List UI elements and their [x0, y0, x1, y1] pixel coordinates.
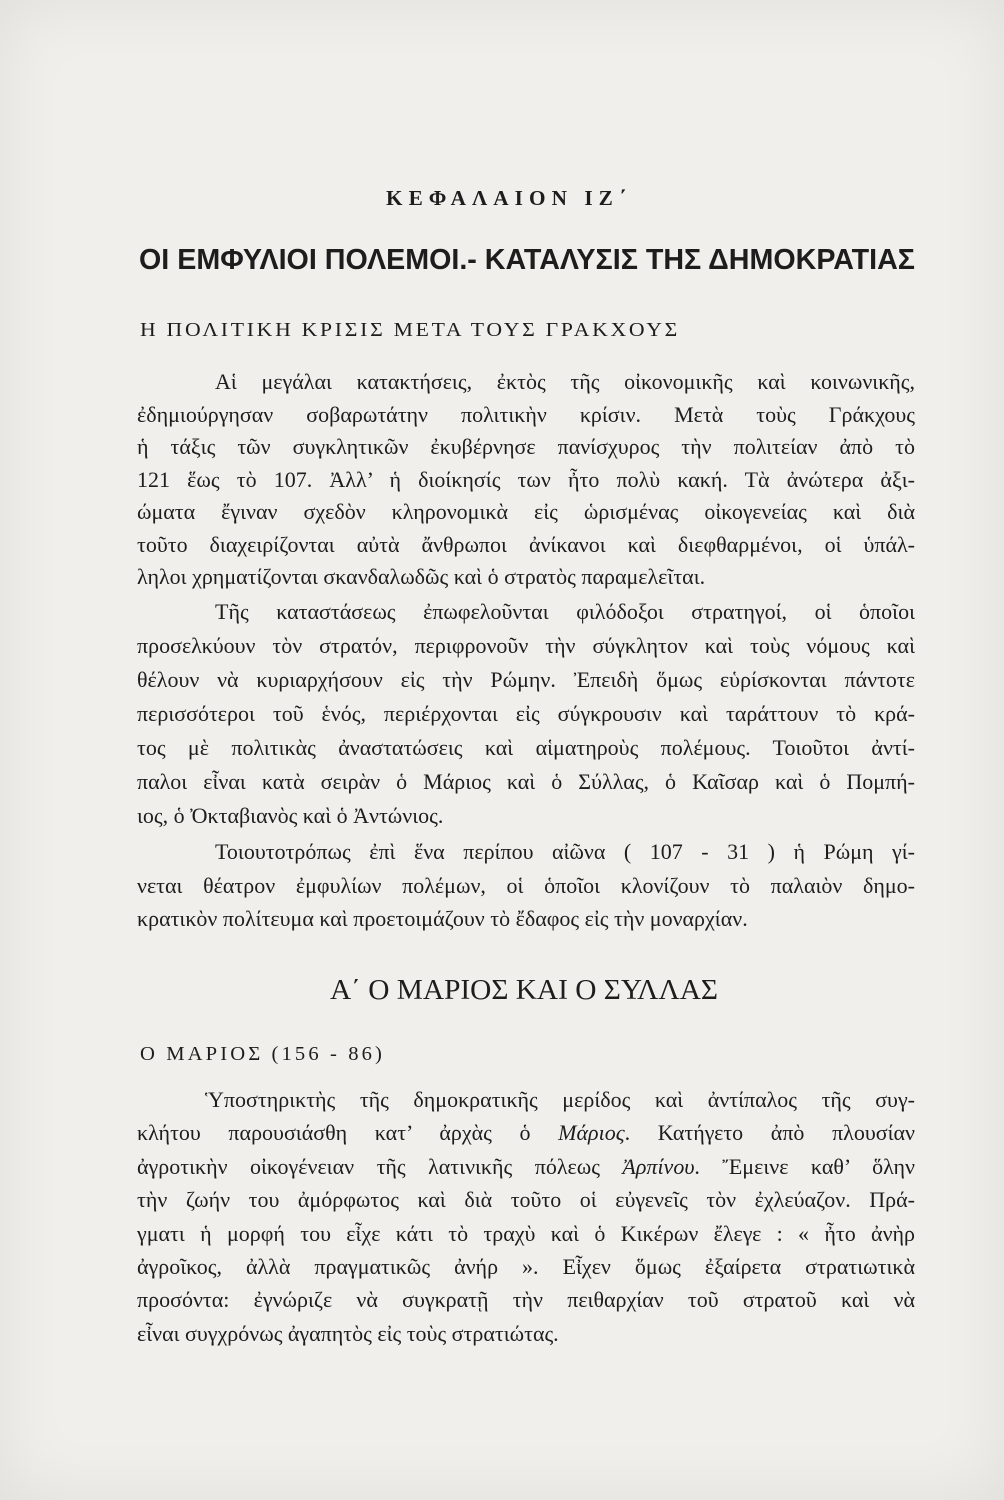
paragraph [137, 835, 915, 936]
text-line: προσόντα: ἐγνώριζε νὰ συγκρατῇ τὴν πειθαρχίαν τοῦ στρατοῦ καὶ νὰ [137, 1287, 915, 1313]
text-line: Αἱ μεγάλαι κατακτήσεις, ἐκτὸς τῆς οἰκονομικῆς καὶ κοινωνικῆς, [215, 369, 915, 394]
text-line: τὴν ζωήν του ἀμόρφωτος καὶ διὰ τοῦτο οἱ εὐγενεῖς τὸν ἐχλεύαζον. Πρά- [137, 1187, 915, 1213]
text-line: τος μὲ πολιτικὰς ἀναστατώσεις καὶ αἱματηροὺς πολέμους. Τοιοῦτοι ἀντί- [137, 735, 915, 760]
text-line: νεται θέατρον ἐμφυλίων πολέμων, οἱ ὁποῖοι κλονίζουν τὸ παλαιὸν δημο- [137, 872, 915, 898]
paragraph [137, 1083, 915, 1350]
text-line: τοῦτο διαχειρίζονται αὐτὰ ἄνθρωποι ἀνίκανοι καὶ διεφθαρμένοι, οἱ ὑπάλ- [137, 531, 915, 557]
text-line: Ὑποστηρικτὴς τῆς δημοκρατικῆς μερίδος καὶ ἀντίπαλος τῆς συγ- [205, 1087, 915, 1112]
text-line: ώματα ἔγιναν σχεδὸν κληρονομικὰ εἰς ὡρισμένας οἰκογενείας καὶ διὰ [137, 499, 915, 524]
text-line: περισσότεροι τοῦ ἑνός, περιέρχονται εἰς σύγκρουσιν καὶ ταράττουν τὸ κρά- [137, 701, 915, 726]
text-line: ληλοι χρηματίζονται σκανδαλωδῶς καὶ ὁ στρατὸς παραμελεῖται. [137, 564, 706, 589]
subheading-marius: Ο ΜΑΡΙΟΣ (156 - 86) [140, 1043, 385, 1065]
text-line: Τῆς καταστάσεως ἐπωφελοῦνται φιλόδοξοι στρατηγοί, οἱ ὁποῖοι [215, 599, 915, 624]
text-segment: ἀγροτικὴν οἰκογένειαν τῆς λατινικῆς πόλεως [137, 1153, 623, 1179]
text-line: ἐδημιούργησαν σοβαρωτάτην πολιτικὴν κρίσιν. Μετὰ τοὺς Γράκχους [137, 401, 915, 427]
italic-name: Ἀρπίνου [622, 1153, 695, 1179]
chapter-label: ΚΕΦΑΛΑΙΟΝ ΙΖ΄ [386, 186, 632, 210]
text-line: ἡ τάξις τῶν συγκλητικῶν ἐκυβέρνησε πανίσχυρος τὴν πολιτείαν ἀπὸ τὸ [137, 434, 915, 459]
text-line: Τοιουτοτρόπως ἐπὶ ἕνα περίπου αἰῶνα ( 107 - 31 ) ἡ Ρώμη γί- [215, 839, 915, 864]
text-line: κρατικὸν πολίτευμα καὶ προετοιμάζουν τὸ ἔδαφος εἰς τὴν μοναρχίαν. [137, 906, 748, 931]
text-line: εἶναι συγχρόνως ἀγαπητὸς εἰς τοὺς στρατιώτας. [137, 1320, 559, 1346]
text-segment: κλήτου παρουσιάσθη κατ’ ἀρχὰς ὁ [137, 1120, 559, 1146]
text-line: θέλουν νὰ κυριαρχήσουν εἰς τὴν Ρώμην. Ἐπειδὴ ὅμως εὑρίσκονται πάντοτε [137, 667, 915, 692]
text-line [137, 1150, 915, 1183]
text-line: προσελκύουν τὸν στρατόν, περιφρονοῦν τὴν σύγκλητον καὶ τοὺς νόμους καὶ [137, 633, 915, 658]
text-line: ιος, ὁ Ὀκταβιανὸς καὶ ὁ Ἀντώνιος. [137, 803, 444, 828]
italic-name: Μάριος [558, 1120, 625, 1146]
text-segment: . Κατήγετο ἀπὸ πλουσίαν [624, 1120, 915, 1146]
paragraph [137, 595, 915, 833]
text-line: ἀγροῖκος, ἀλλὰ πραγματικῶς ἀνήρ ». Εἶχεν ὅμως ἐξαίρετα στρατιωτικὰ [137, 1254, 915, 1280]
text-segment: . Ἔμεινε καθ’ ὅλην [694, 1153, 916, 1179]
section-heading-political-crisis: Η ΠΟΛΙΤΙΚΗ ΚΡΙΣΙΣ ΜΕΤΑ ΤΟΥΣ ΓΡΑΚΧΟΥΣ [140, 319, 680, 341]
paragraph [137, 366, 915, 594]
text-line: παλοι εἶναι κατὰ σειρὰν ὁ Μάριος καὶ ὁ Σύλλας, ὁ Καῖσαρ καὶ ὁ Πομπή- [137, 769, 915, 794]
text-line [137, 1116, 915, 1149]
text-line: γματι ἡ μορφή του εἶχε κάτι τὸ τραχὺ καὶ ὁ Κικέρων ἔλεγε : « ἦτο ἀνὴρ [137, 1220, 915, 1246]
section-heading-marius-sulla: Α΄ Ο ΜΑΡΙΟΣ ΚΑΙ Ο ΣΥΛΛΑΣ [330, 975, 718, 1006]
chapter-title: ΟΙ ΕΜΦΥΛΙΟΙ ΠΟΛΕΜΟΙ.- ΚΑΤΑΛΥΣΙΣ ΤΗΣ ΔΗΜΟΚΡΑΤΙΑΣ [139, 244, 915, 276]
text-line: 121 ἕως τὸ 107. Ἀλλ’ ἡ διοίκησίς των ἦτο πολὺ κακή. Τὰ ἀνώτερα ἀξι- [137, 466, 915, 492]
